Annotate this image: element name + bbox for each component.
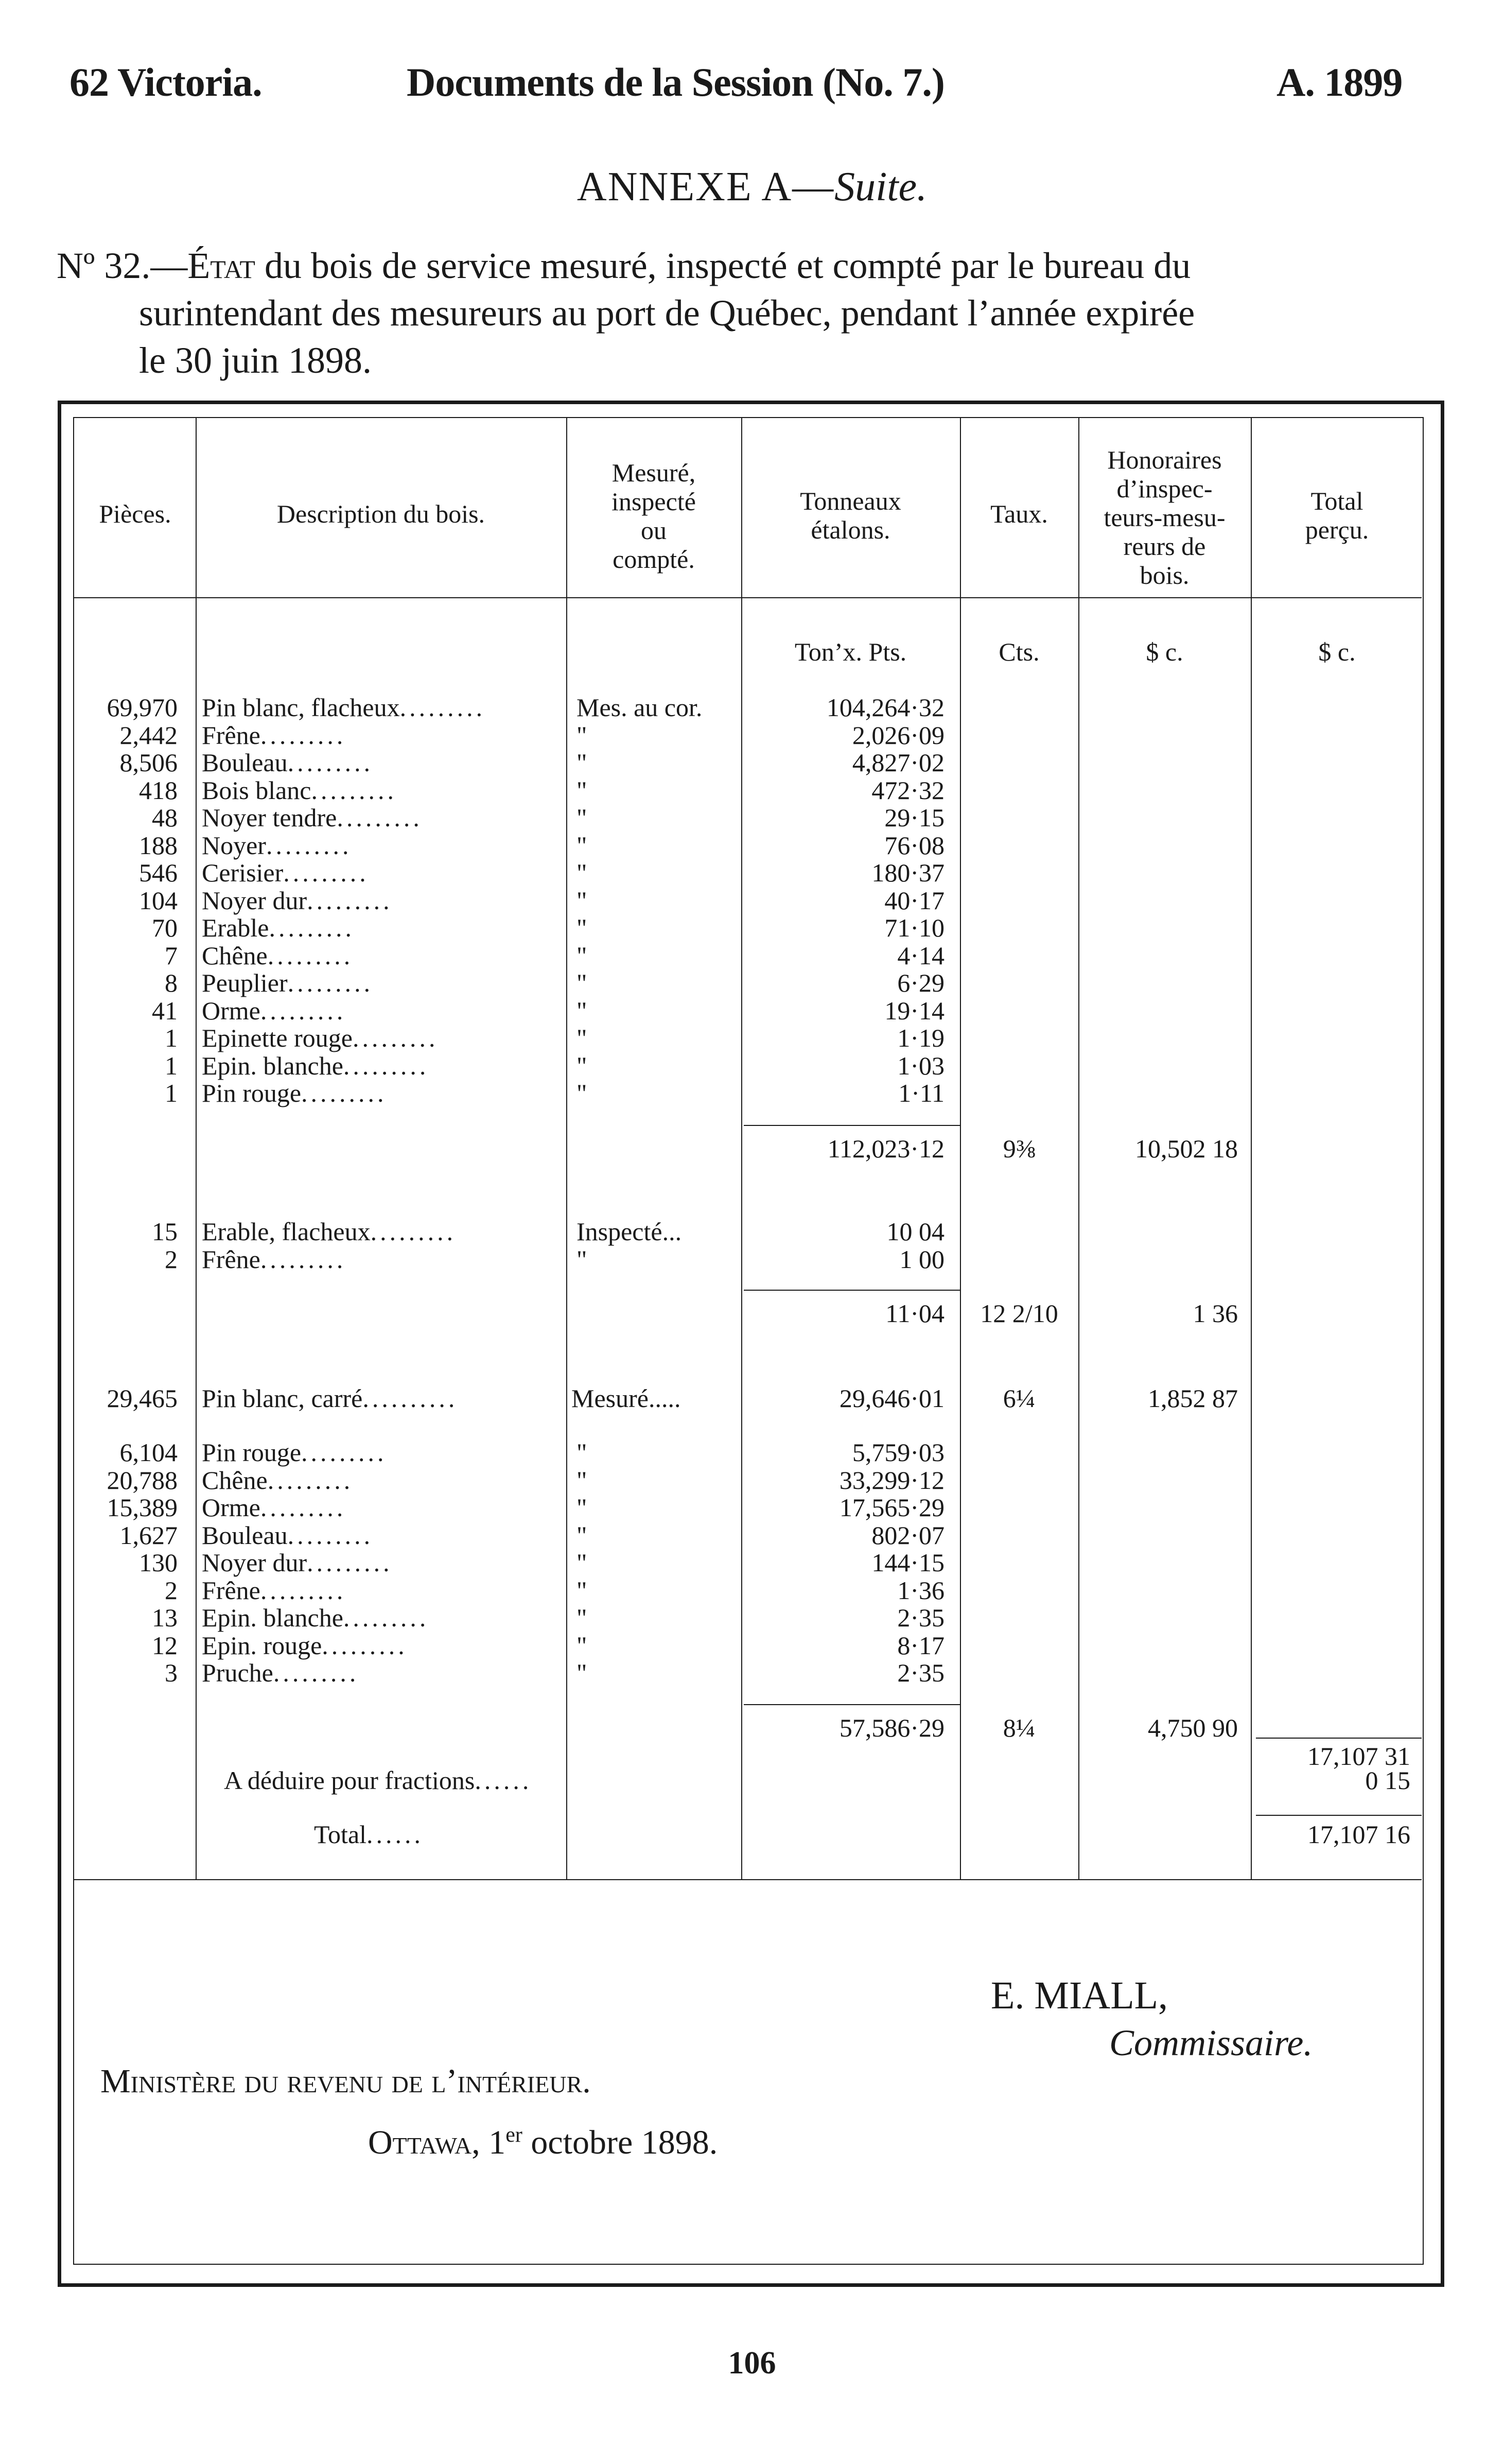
units-total: $ c.: [1318, 637, 1356, 666]
row-description: Epin. rouge.........: [202, 1630, 408, 1660]
row-pieces: 3: [165, 1658, 178, 1687]
row-mesure: Inspecté...: [576, 1217, 682, 1246]
row-pieces: 188: [139, 830, 178, 860]
deduction-value: 0 15: [1365, 1766, 1410, 1795]
row-tonneaux: 1·36: [897, 1575, 945, 1605]
subtotal-rule-1: [744, 1125, 960, 1126]
row-pieces: 2: [165, 1575, 178, 1605]
row-description: Epin. blanche.........: [202, 1051, 429, 1080]
header-rule: [73, 597, 1422, 598]
row-mesure: ": [576, 1244, 587, 1274]
page-number: 106: [728, 2346, 776, 2381]
row-tonneaux: 802·07: [871, 1520, 945, 1550]
row-tonneaux: 8·17: [897, 1630, 945, 1660]
row-pieces: 13: [152, 1603, 178, 1632]
row-honoraires: 1,852 87: [1148, 1384, 1238, 1413]
col-rule-6: [1251, 417, 1252, 1879]
row-description: Bouleau.........: [202, 748, 374, 777]
row-mesure: ": [576, 858, 587, 887]
row-pieces: 418: [139, 775, 178, 805]
subtotal-tonneaux-1: 112,023·12: [827, 1134, 945, 1163]
row-tonneaux: 472·32: [871, 775, 945, 805]
row-mesure: ": [576, 720, 587, 750]
row-mesure: ": [576, 1548, 587, 1577]
row-tonneaux: 1·03: [897, 1051, 945, 1080]
subtotal-rule-4: [744, 1704, 960, 1705]
col-header-total: Total perçu.: [1305, 487, 1369, 544]
row-tonneaux: 71·10: [884, 913, 945, 942]
row-description: Pin blanc, carré..........: [202, 1384, 458, 1413]
row-tonneaux: 29·15: [884, 803, 945, 832]
row-tonneaux: 104,264·32: [826, 693, 945, 722]
col-rule-4: [960, 417, 961, 1879]
subtotal-honoraires-1: 10,502 18: [1135, 1134, 1238, 1163]
row-tonneaux: 4·14: [897, 941, 945, 970]
row-pieces: 69,970: [107, 693, 178, 722]
subtotal-tonneaux-2: 11·04: [885, 1299, 945, 1328]
grand-total: 17,107 16: [1307, 1820, 1410, 1849]
row-mesure: ": [576, 830, 587, 860]
row-description: Pin blanc, flacheux.........: [202, 693, 486, 722]
row-description: Erable, flacheux.........: [202, 1217, 457, 1246]
row-mesure: ": [576, 996, 587, 1025]
row-pieces: 70: [152, 913, 178, 942]
row-description: Erable.........: [202, 913, 355, 942]
subtotal-rule-2: [744, 1290, 960, 1291]
row-pieces: 7: [165, 941, 178, 970]
subtotal-taux-4: 8¼: [1003, 1713, 1036, 1742]
row-mesure: ": [576, 748, 587, 777]
row-pieces: 12: [152, 1630, 178, 1660]
row-pieces: 2: [165, 1244, 178, 1274]
col-rule-1: [196, 417, 197, 1879]
row-mesure: ": [576, 1051, 587, 1080]
row-tonneaux: 33,299·12: [839, 1465, 945, 1495]
ministry-block: [100, 2054, 718, 2170]
total-rule-2: [1256, 1815, 1422, 1816]
subtotal-tonneaux-4: 57,586·29: [839, 1713, 945, 1742]
row-tonneaux: 2·35: [897, 1658, 945, 1687]
place-date: Ottawa, 1er octobre 1898.: [368, 2123, 718, 2161]
row-pieces: 41: [152, 996, 178, 1025]
signature-block: [991, 1972, 1313, 2067]
deduction-label: A déduire pour fractions......: [224, 1766, 532, 1795]
row-mesure: ": [576, 968, 587, 997]
row-tonneaux: 180·37: [871, 858, 945, 887]
signer-role: Commissaire.: [1109, 2022, 1313, 2063]
row-tonneaux: 144·15: [871, 1548, 945, 1577]
row-mesure: ": [576, 886, 587, 915]
running-header-right: A. 1899: [1276, 60, 1403, 105]
running-header-title: Documents de la Session (No. 7.): [407, 60, 945, 105]
row-pieces: 1,627: [119, 1520, 178, 1550]
col-header-tonneaux: Tonneaux étalons.: [800, 487, 901, 544]
col-rule-5: [1078, 417, 1079, 1879]
units-taux: Cts.: [999, 637, 1040, 666]
row-description: Noyer.........: [202, 830, 352, 860]
row-pieces: 1: [165, 1051, 178, 1080]
row-description: Noyer dur.........: [202, 886, 393, 915]
row-tonneaux: 10 04: [886, 1217, 945, 1246]
row-mesure: ": [576, 775, 587, 805]
gross-total: 17,107 31: [1307, 1742, 1410, 1771]
signer-name: E. MIALL,: [991, 1974, 1168, 2017]
row-pieces: 104: [139, 886, 178, 915]
row-mesure: ": [576, 913, 587, 942]
row-pieces: 1: [165, 1023, 178, 1052]
row-description: Bouleau.........: [202, 1520, 374, 1550]
row-mesure: Mesuré.....: [571, 1384, 681, 1413]
row-taux: 6¼: [1003, 1384, 1036, 1413]
col-header-taux: Taux.: [990, 499, 1048, 528]
running-header-left: 62 Victoria.: [69, 60, 262, 105]
row-tonneaux: 1 00: [899, 1244, 945, 1274]
row-description: Epinette rouge.........: [202, 1023, 439, 1052]
row-tonneaux: 1·11: [898, 1079, 945, 1107]
row-description: Frêne.........: [202, 720, 346, 750]
table-bottom-rule: [73, 1879, 1422, 1880]
row-mesure: ": [576, 1630, 587, 1660]
row-mesure: ": [576, 1520, 587, 1550]
row-mesure: ": [576, 1465, 587, 1495]
row-pieces: 546: [139, 858, 178, 887]
row-tonneaux: 29,646·01: [839, 1384, 945, 1413]
ministry-name: Ministère du revenu de l’intérieur.: [100, 2062, 591, 2100]
row-description: Noyer dur.........: [202, 1548, 393, 1577]
row-description: Pin rouge.........: [202, 1438, 387, 1467]
col-header-description: Description du bois.: [276, 499, 485, 528]
row-mesure: ": [576, 803, 587, 832]
row-pieces: 48: [152, 803, 178, 832]
row-tonneaux: 6·29: [897, 968, 945, 997]
row-description: Chêne.........: [202, 1465, 354, 1495]
row-pieces: 15: [152, 1217, 178, 1246]
row-description: Peuplier.........: [202, 968, 374, 997]
row-pieces: 6,104: [119, 1438, 178, 1467]
row-mesure: ": [576, 1658, 587, 1687]
units-honoraires: $ c.: [1146, 637, 1183, 666]
row-pieces: 29,465: [107, 1384, 178, 1413]
row-mesure: ": [576, 1438, 587, 1467]
col-rule-3: [741, 417, 742, 1879]
total-label: Total......: [314, 1820, 424, 1849]
row-description: Chêne.........: [202, 941, 354, 970]
row-pieces: 1: [165, 1079, 178, 1107]
row-description: Noyer tendre.........: [202, 803, 423, 832]
row-tonneaux: 19·14: [884, 996, 945, 1025]
row-description: Cerisier.........: [202, 858, 369, 887]
row-tonneaux: 4,827·02: [852, 748, 945, 777]
row-pieces: 2,442: [119, 720, 178, 750]
col-rule-2: [566, 417, 567, 1879]
col-header-mesure: Mesuré, inspecté ou compté.: [611, 458, 696, 574]
col-header-pieces: Pièces.: [99, 499, 171, 528]
row-mesure: ": [576, 941, 587, 970]
subtotal-taux-1: 9⅜: [1003, 1134, 1036, 1163]
row-description: Frêne.........: [202, 1575, 346, 1605]
units-tonneaux: Ton’x. Pts.: [794, 637, 907, 666]
row-mesure: ": [576, 1493, 587, 1522]
subtotal-honoraires-4: 4,750 90: [1148, 1713, 1238, 1742]
row-description: Pruche.........: [202, 1658, 359, 1687]
row-tonneaux: 5,759·03: [852, 1438, 945, 1467]
row-pieces: 130: [139, 1548, 178, 1577]
row-mesure: ": [576, 1023, 587, 1052]
row-description: Frêne.........: [202, 1244, 346, 1274]
row-tonneaux: 17,565·29: [839, 1493, 945, 1522]
annexe-title: ANNEXE A—Suite.: [576, 164, 928, 210]
row-pieces: 15,389: [107, 1493, 178, 1522]
row-tonneaux: 2·35: [897, 1603, 945, 1632]
table-caption: Nº 32.—État du bois de service mesuré, inspecté et compté par le bureau du surintendant des mesureurs au port de Québec, pendant l’année expirée le 30 juin 1898.: [57, 245, 1195, 381]
row-tonneaux: 40·17: [884, 886, 945, 915]
row-tonneaux: 76·08: [884, 830, 945, 860]
row-tonneaux: 1·19: [897, 1023, 945, 1052]
row-mesure: ": [576, 1603, 587, 1632]
subtotal-honoraires-2: 1 36: [1193, 1299, 1238, 1328]
row-mesure: ": [576, 1575, 587, 1605]
row-description: Orme.........: [202, 996, 346, 1025]
row-description: Bois blanc.........: [202, 775, 397, 805]
total-rule: [1256, 1738, 1422, 1739]
row-mesure: ": [576, 1079, 587, 1107]
row-tonneaux: 2,026·09: [852, 720, 945, 750]
row-description: Orme.........: [202, 1493, 346, 1522]
row-description: Pin rouge.........: [202, 1079, 387, 1107]
row-pieces: 20,788: [107, 1465, 178, 1495]
row-pieces: 8: [165, 968, 178, 997]
row-mesure: Mes. au cor.: [576, 693, 703, 722]
col-header-honoraires: Honoraires d’inspec- teurs-mesu- reurs de bois.: [1104, 445, 1226, 589]
row-description: Epin. blanche.........: [202, 1603, 429, 1632]
row-pieces: 8,506: [119, 748, 178, 777]
subtotal-taux-2: 12 2/10: [980, 1299, 1058, 1328]
